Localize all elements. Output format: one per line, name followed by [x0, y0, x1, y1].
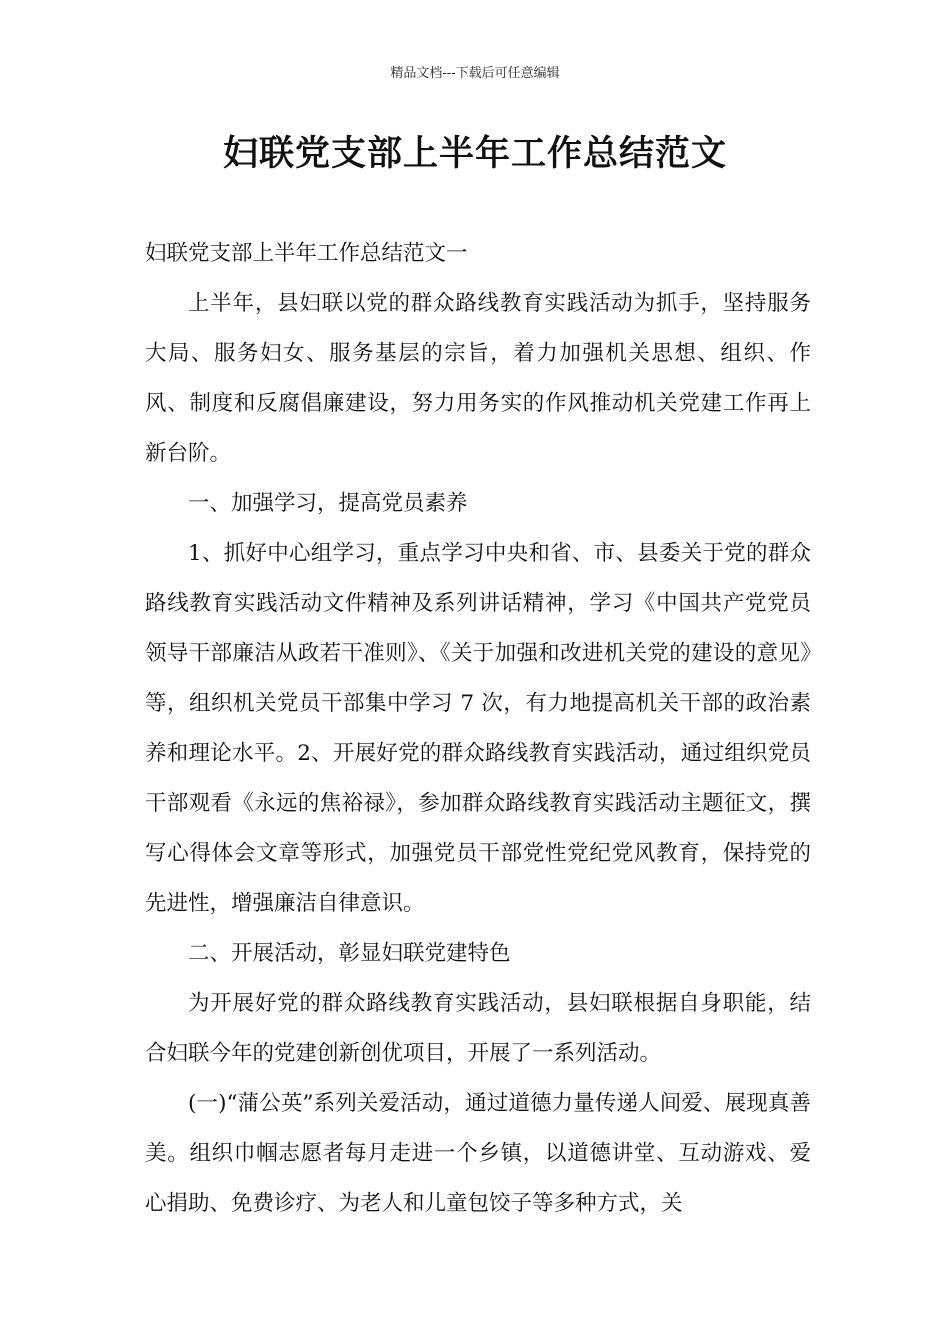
- paragraph: 上半年，县妇联以党的群众路线教育实践活动为抓手，坚持服务大局、服务妇女、服务基层的宗旨，着力加强机关思想、组织、作风、制度和反腐倡廉建设，努力用务实的作风推动机关党建工作再上新台阶。: [145, 291, 811, 466]
- header-note: 精品文档---下载后可任意编辑: [390, 66, 560, 81]
- paragraph: 1、抓好中心组学习，重点学习中央和省、市、县委关于党的群众路线教育实践活动文件精神及系列讲话精神，学习《中国共产党党员领导干部廉洁从政若干准则》、《关于加强和改进机关党的建设的意见》等，组织机关党员干部集中学习 7 次，有力地提高机关干部的政治素养和理论水平。2、开展好党的群众路线教育实践活动，通过组织党员干部观看《永远的焦裕禄》，参加群众路线教育实践活动主题征文，撰写心得体会文章等形式，加强党员干部党性党纪党风教育，保持党的先进性，增强廉洁自律意识。: [145, 541, 811, 916]
- document-title: 妇联党支部上半年工作总结范文: [222, 133, 727, 174]
- paragraph: (一)“蒲公英”系列关爱活动，通过道德力量传递人间爱、展现真善美。组织巾帼志愿者每月走进一个乡镇，以道德讲堂、互动游戏、爱心捐助、免费诊疗、为老人和儿童包饺子等多种方式，关: [145, 1091, 811, 1216]
- document-body: [145, 229, 811, 1229]
- subsection-heading: 二、开展活动，彰显妇联党建特色: [188, 941, 511, 966]
- paragraph: 为开展好党的群众路线教育实践活动，县妇联根据自身职能，结合妇联今年的党建创新创优项目，开展了一系列活动。: [145, 991, 811, 1066]
- section-heading: 妇联党支部上半年工作总结范文一: [145, 241, 468, 266]
- subsection-heading: 一、加强学习，提高党员素养: [188, 491, 468, 516]
